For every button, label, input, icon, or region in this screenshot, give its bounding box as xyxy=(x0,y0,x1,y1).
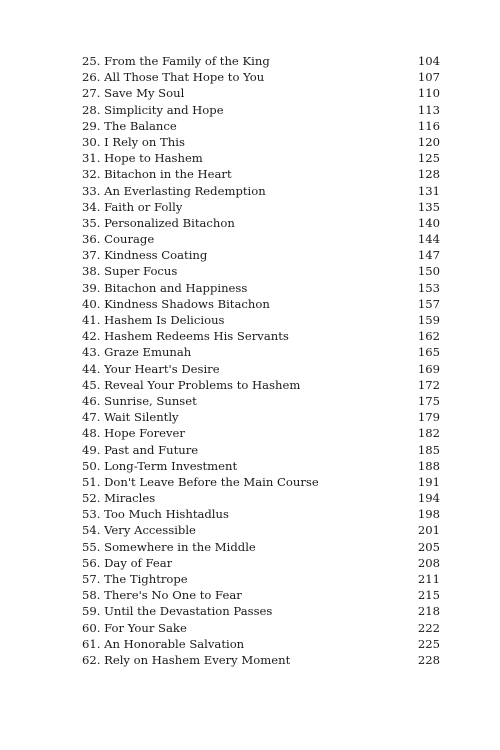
toc-entry-page-number: 188 xyxy=(417,458,440,473)
toc-entry-page-number: 205 xyxy=(417,539,440,554)
toc-entry-title: 50. Long-Term Investment xyxy=(82,458,238,473)
toc-entry-title: 27. Save My Soul xyxy=(82,86,185,101)
toc-entry-title: 45. Reveal Your Problems to Hashem xyxy=(82,377,301,392)
toc-entry xyxy=(82,377,440,393)
toc-entry xyxy=(82,296,440,312)
toc-entry xyxy=(82,150,440,166)
toc-entry xyxy=(82,69,440,85)
toc-entry-title: 56. Day of Fear xyxy=(82,555,173,570)
toc-entry-title: 58. There's No One to Fear xyxy=(82,588,242,603)
toc-entry-title: 30. I Rely on This xyxy=(82,134,185,149)
toc-entry-page-number: 172 xyxy=(417,377,440,392)
toc-entry-page-number: 218 xyxy=(417,604,440,619)
toc-entry xyxy=(82,490,440,506)
toc-entry xyxy=(82,522,440,538)
toc-entry-page-number: 211 xyxy=(417,572,440,586)
toc-entry xyxy=(82,328,440,344)
toc-entry-page-number: 162 xyxy=(417,329,440,344)
toc-entry-title: 61. An Honorable Salvation xyxy=(82,636,245,651)
toc-entry-title: 60. For Your Sake xyxy=(82,620,187,635)
toc-entry xyxy=(82,361,440,377)
toc-entry-page-number: 228 xyxy=(417,652,440,667)
toc-entry xyxy=(82,539,440,555)
toc-entry-page-number: 225 xyxy=(417,636,440,651)
toc-entry-page-number: 113 xyxy=(417,102,440,117)
toc-entry-title: 40. Kindness Shadows Bitachon xyxy=(82,296,270,311)
toc-entry-page-number: 185 xyxy=(417,442,440,457)
toc-entry-page-number: 125 xyxy=(417,151,440,166)
toc-entry xyxy=(82,409,440,425)
toc-entry-page-number: 194 xyxy=(417,491,440,506)
toc-entry-title: 62. Rely on Hashem Every Moment xyxy=(82,652,291,667)
toc-entry-page-number: 104 xyxy=(417,54,440,68)
toc-entry-title: 29. The Balance xyxy=(82,118,177,133)
toc-entry-title: 52. Miracles xyxy=(82,491,156,506)
toc-entry-page-number: 140 xyxy=(417,215,440,230)
toc-entry xyxy=(82,555,440,571)
toc-entry-title: 31. Hope to Hashem xyxy=(82,151,203,166)
toc-entry-title: 55. Somewhere in the Middle xyxy=(82,539,256,554)
toc-entry xyxy=(82,134,440,150)
toc-entry-title: 54. Very Accessible xyxy=(82,523,196,538)
toc-entry-title: 42. Hashem Redeems His Servants xyxy=(82,329,289,344)
toc-entry xyxy=(82,636,440,652)
toc-entry xyxy=(82,474,440,490)
toc-entry-title: 57. The Tightrope xyxy=(82,572,188,586)
toc-entry-page-number: 110 xyxy=(417,86,440,101)
toc-entry xyxy=(82,603,440,619)
toc-entry-title: 49. Past and Future xyxy=(82,442,199,457)
toc-entry-page-number: 179 xyxy=(417,410,440,425)
toc-entry-title: 36. Courage xyxy=(82,232,155,247)
toc-entry xyxy=(82,652,440,668)
toc-entry-page-number: 147 xyxy=(417,248,440,263)
toc-entry xyxy=(82,183,440,199)
toc-entry-title: 44. Your Heart's Desire xyxy=(82,361,220,376)
toc-entry-title: 59. Until the Devastation Passes xyxy=(82,604,273,619)
toc-entry-title: 34. Faith or Folly xyxy=(82,199,183,214)
toc-entry-title: 33. An Everlasting Redemption xyxy=(82,183,266,198)
toc-entry xyxy=(82,102,440,118)
toc-entry-page-number: 175 xyxy=(417,393,440,408)
table-of-contents xyxy=(82,53,440,668)
toc-entry-page-number: 150 xyxy=(417,264,440,279)
toc-entry-page-number: 159 xyxy=(417,313,440,327)
toc-entry-page-number: 191 xyxy=(417,474,440,489)
toc-entry-page-number: 165 xyxy=(417,345,440,360)
toc-entry-page-number: 153 xyxy=(417,280,440,295)
toc-entry xyxy=(82,587,440,603)
toc-entry xyxy=(82,199,440,215)
toc-entry xyxy=(82,312,440,328)
toc-entry xyxy=(82,85,440,101)
toc-entry xyxy=(82,442,440,458)
toc-entry xyxy=(82,53,440,69)
toc-entry-page-number: 208 xyxy=(417,555,440,570)
toc-entry-page-number: 198 xyxy=(417,507,440,522)
toc-entry-title: 38. Super Focus xyxy=(82,264,178,279)
toc-entry-title: 47. Wait Silently xyxy=(82,410,179,425)
toc-entry-page-number: 120 xyxy=(417,134,440,149)
toc-entry-page-number: 144 xyxy=(417,232,440,247)
toc-entry-page-number: 157 xyxy=(417,296,440,311)
toc-entry-page-number: 201 xyxy=(417,523,440,538)
toc-entry-title: 26. All Those That Hope to You xyxy=(82,70,265,85)
toc-entry-title: 39. Bitachon and Happiness xyxy=(82,280,248,295)
toc-entry xyxy=(82,571,440,587)
toc-entry xyxy=(82,166,440,182)
toc-entry xyxy=(82,118,440,134)
toc-entry xyxy=(82,425,440,441)
toc-entry-title: 25. From the Family of the King xyxy=(82,54,270,68)
toc-entry-page-number: 107 xyxy=(417,70,440,85)
toc-entry xyxy=(82,620,440,636)
toc-entry-title: 41. Hashem Is Delicious xyxy=(82,313,225,327)
toc-entry xyxy=(82,458,440,474)
toc-entry xyxy=(82,231,440,247)
toc-entry-title: 53. Too Much Hishtadlus xyxy=(82,507,229,522)
toc-entry xyxy=(82,280,440,296)
toc-entry-page-number: 169 xyxy=(417,361,440,376)
toc-entry-page-number: 116 xyxy=(417,118,440,133)
toc-entry-title: 35. Personalized Bitachon xyxy=(82,215,235,230)
toc-entry-title: 28. Simplicity and Hope xyxy=(82,102,224,117)
toc-entry xyxy=(82,247,440,263)
toc-entry xyxy=(82,215,440,231)
toc-entry-page-number: 135 xyxy=(417,199,440,214)
toc-entry-page-number: 215 xyxy=(417,588,440,603)
toc-entry xyxy=(82,393,440,409)
toc-entry-title: 48. Hope Forever xyxy=(82,426,185,441)
toc-entry-title: 51. Don't Leave Before the Main Course xyxy=(82,474,319,489)
toc-entry-title: 32. Bitachon in the Heart xyxy=(82,167,232,182)
toc-entry-title: 43. Graze Emunah xyxy=(82,345,192,360)
toc-entry-title: 37. Kindness Coating xyxy=(82,248,208,263)
toc-entry-page-number: 131 xyxy=(417,183,440,198)
toc-entry xyxy=(82,506,440,522)
toc-entry-page-number: 128 xyxy=(417,167,440,182)
toc-entry-title: 46. Sunrise, Sunset xyxy=(82,393,197,408)
toc-entry-page-number: 182 xyxy=(417,426,440,441)
toc-entry-page-number: 222 xyxy=(417,620,440,635)
toc-entry xyxy=(82,263,440,279)
toc-entry xyxy=(82,344,440,360)
